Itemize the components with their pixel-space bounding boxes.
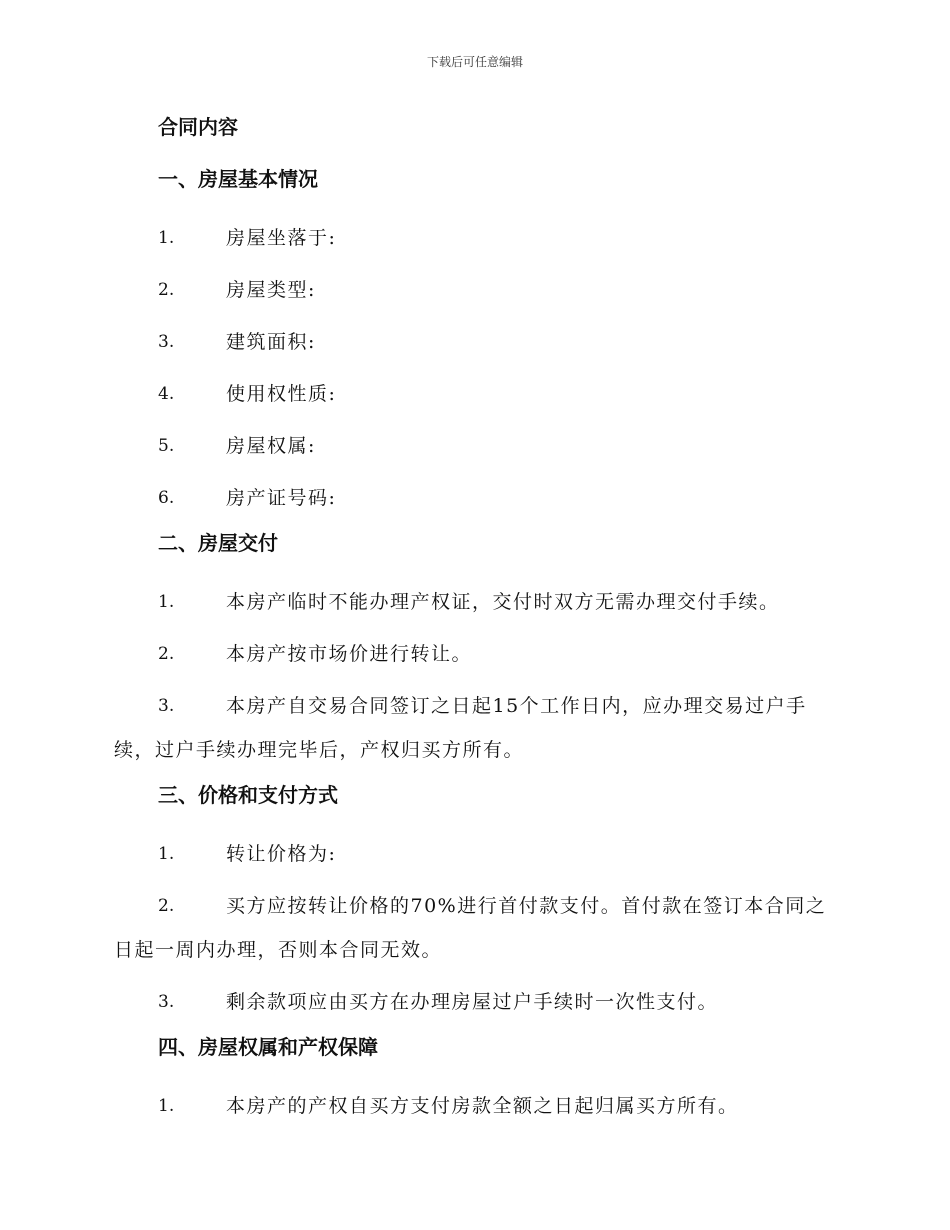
item-number: 3.	[158, 992, 175, 1012]
item-text: 本房产自交易合同签订之日起15个工作日内，应办理交易过户手续，过户手续办理完毕后，产权归买方所有。	[114, 695, 807, 761]
item-number: 3.	[158, 332, 175, 352]
item-text: 买方应按转让价格的70%进行首付款支付。首付款在签订本合同之日起一周内办理，否则本合同无效。	[114, 895, 827, 961]
item-text: 转让价格为:	[226, 843, 337, 865]
item-number: 2.	[158, 896, 175, 916]
item-number: 4.	[158, 384, 175, 404]
list-item	[114, 580, 834, 624]
list-item	[114, 1084, 834, 1128]
item-text: 剩余款项应由买方在办理房屋过户手续时一次性支付。	[226, 991, 719, 1013]
section-heading: 二、房屋交付	[158, 531, 278, 555]
document-title: 合同内容	[158, 115, 238, 139]
list-item	[114, 268, 834, 312]
section-delivery	[114, 528, 834, 772]
item-number: 1.	[158, 1096, 175, 1116]
item-text: 本房产按市场价进行转让。	[226, 643, 473, 665]
item-number: 1.	[158, 844, 175, 864]
item-number: 1.	[158, 228, 175, 248]
item-text: 本房产的产权自买方支付房款全额之日起归属买方所有。	[226, 1095, 739, 1117]
item-number: 5.	[158, 436, 175, 456]
item-text: 房屋权属:	[226, 435, 316, 457]
list-item	[114, 980, 834, 1024]
list-item	[114, 832, 834, 876]
list-item	[114, 372, 834, 416]
item-number: 3.	[158, 696, 175, 716]
contract-document	[114, 112, 834, 1136]
item-number: 1.	[158, 592, 175, 612]
list-item	[114, 684, 834, 772]
item-text: 房产证号码:	[226, 487, 337, 509]
list-item	[114, 476, 834, 520]
item-number: 2.	[158, 644, 175, 664]
section-price-payment	[114, 780, 834, 1024]
section-heading: 三、价格和支付方式	[158, 783, 338, 807]
page-header-note: 下载后可任意编辑	[426, 55, 523, 69]
item-text: 建筑面积:	[226, 331, 316, 353]
section-basic-info	[114, 164, 834, 520]
section-heading: 四、房屋权属和产权保障	[158, 1035, 378, 1059]
item-text: 本房产临时不能办理产权证，交付时双方无需办理交付手续。	[226, 591, 780, 613]
list-item	[114, 632, 834, 676]
item-text: 使用权性质:	[226, 383, 337, 405]
item-number: 6.	[158, 488, 175, 508]
item-number: 2.	[158, 280, 175, 300]
list-item	[114, 320, 834, 364]
section-ownership-protection	[114, 1032, 834, 1128]
list-item	[114, 216, 834, 260]
list-item	[114, 884, 834, 972]
item-text: 房屋坐落于:	[226, 227, 337, 249]
item-text: 房屋类型:	[226, 279, 316, 301]
section-heading: 一、房屋基本情况	[158, 167, 318, 191]
list-item	[114, 424, 834, 468]
